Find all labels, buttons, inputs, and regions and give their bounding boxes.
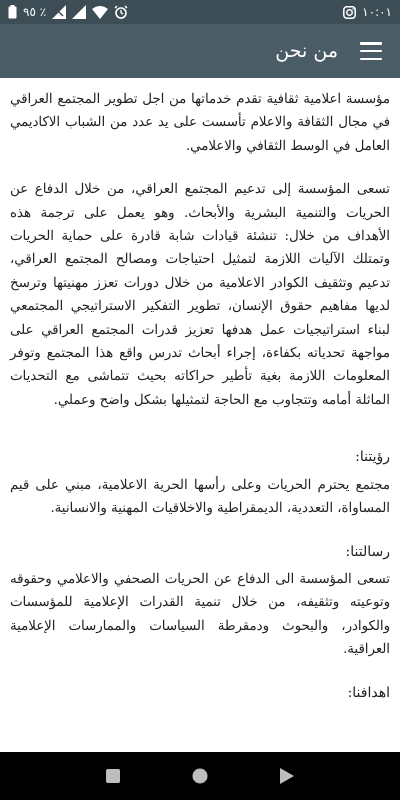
recents-square-icon[interactable] <box>98 761 128 791</box>
app-bar <box>0 24 400 78</box>
goals-paragraph: تسعى المؤسسة إلى تدعيم المجتمع العراقي، من خلال الدفاع عن الحريات والتنمية البشرية والأبحاث. وهو يعمل على ترجمة هذه الأهداف من خلال: تنشئة قيادات شابة قادرة على حماية الحريات وتمتلك الآليات اللازمة لتمثيل احتياجات ومصالح المجتمع العراقي، تدعيم وتثقيف الكوادر الاعلامية من خلال دورات تعزز مهنيتها وترسخ لديها مفاهيم حقوق الإنسان، تطوير التفكير الاستراتيجي المجتمعي لبناء استراتيجيات عمل هدفها تعزيز قدرات المجتمع العراقي على مواجهة تحدياته بكفاءة، إجراء أبحاث تدرس واقع هذا المجتمع وتوفر المعلومات اللازمة بغية تأطير حراكاته بحيث تتماشى مع التحديات الماثلة أمامه وتتجاوب مع الحاجة لتمثيلها بشكل واضح وعملي. <box>10 182 390 408</box>
status-bar <box>0 0 400 24</box>
intro-paragraph: مؤسسة اعلامية ثقافية تقدم خدماتها من اجل تطوير المجتمع العراقي في مجال الثقافة والاعلام تأسست على يد عدد من الشباب الاكاديمي العامل في الوسط الثقافي والاعلامي. <box>10 92 390 154</box>
battery-percent: ٩٥ ٪ <box>23 5 47 19</box>
signal-icon <box>72 5 86 19</box>
system-nav-bar <box>0 752 400 800</box>
about-content[interactable] <box>0 78 400 752</box>
alarm-icon <box>114 5 128 19</box>
instagram-icon <box>343 6 356 19</box>
page-title: من نحن <box>275 40 338 62</box>
mission-paragraph: تسعى المؤسسة الى الدفاع عن الحريات الصحفي والاعلامي وحقوقه وتوعيته وتثقيفه، من خلال تنمية القدرات الإعلامية للمؤسسات والكوادر، والبحوث ودمقرطة السياسات والممارسات الإعلامية العراقية. <box>10 571 390 658</box>
wifi-icon <box>92 6 108 19</box>
signal-no-data-icon <box>52 5 66 19</box>
back-triangle-icon[interactable] <box>272 761 302 791</box>
vision-paragraph: مجتمع يحترم الحريات وعلى رأسها الحرية الاعلامية، مبني على قيم المساواة، التعددية، الديمقراطية والاخلاقيات المهنية والانسانية. <box>10 477 390 517</box>
status-right <box>343 5 392 19</box>
mission-heading: رسالتنا: <box>345 543 390 560</box>
clock: ١٠:٠١ <box>362 5 392 19</box>
hamburger-menu-icon[interactable] <box>358 40 384 62</box>
battery-icon <box>8 5 17 19</box>
vision-heading: رؤيتنا: <box>355 449 390 466</box>
status-left <box>8 5 128 19</box>
goals-heading: اهدافنا: <box>347 684 390 701</box>
home-circle-icon[interactable] <box>185 761 215 791</box>
